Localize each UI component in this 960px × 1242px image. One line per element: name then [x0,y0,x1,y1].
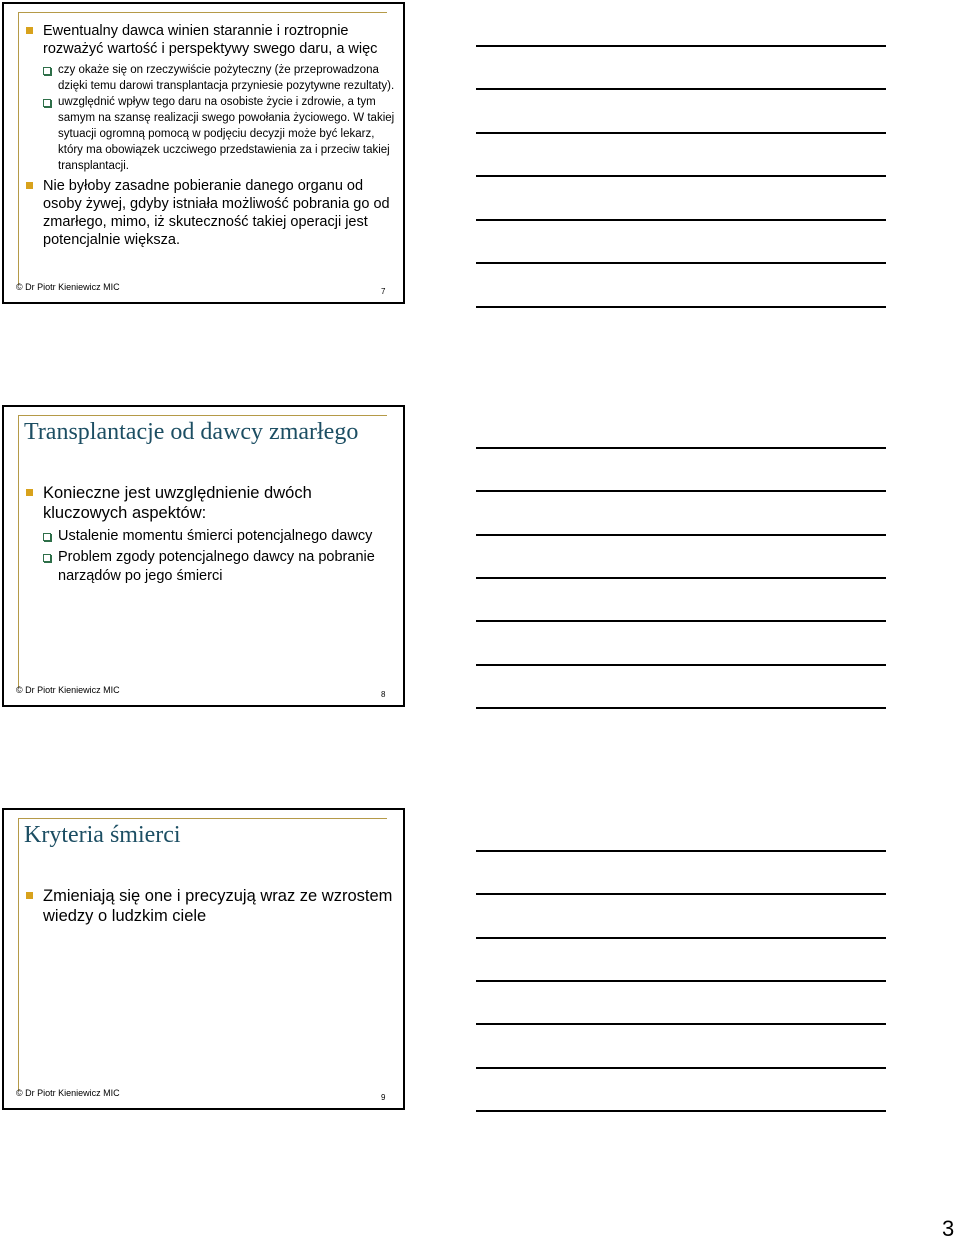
note-line [476,262,886,264]
bullet-text: Nie byłoby zasadne pobieranie danego organu od osoby żywej, gdyby istniała możliwość pobrania go od zmarłego, mimo, iż skuteczność takiej operacji jest potencjalnie większa. [43,178,390,248]
note-line [476,1023,886,1025]
slide-9 [2,808,405,1110]
bullet-text: Ewentualny dawca winien starannie i roztropnie rozważyć wartość i perspektywy swego daru, a więc [43,23,378,57]
note-line [476,620,886,622]
note-line [476,850,886,852]
bullet-item [26,483,395,586]
note-line [476,534,886,536]
note-line [476,88,886,90]
slide-footer-copyright: © Dr Piotr Kieniewicz MIC [16,1088,120,1098]
slide-8 [2,405,405,707]
note-line [476,175,886,177]
slide-bullet-list [26,22,395,249]
slide-footer-copyright: © Dr Piotr Kieniewicz MIC [16,282,120,292]
page-number: 3 [942,1216,955,1241]
note-line [476,219,886,221]
bullet-text: Zmieniają się one i precyzują wraz ze wzrostem wiedzy o ludzkim ciele [43,887,393,925]
note-line [476,937,886,939]
slide-number: 9 [381,1093,386,1102]
note-line [476,1110,886,1112]
slide-frame [18,818,387,1091]
note-line [476,132,886,134]
slide-title: Transplantacje od dawcy zmarłego [24,419,359,445]
note-line [476,447,886,449]
note-line [476,664,886,666]
sub-bullet-item: Problem zgody potencjalnego dawcy na pobranie narządów po jego śmierci [26,548,395,586]
note-line [476,893,886,895]
slide-title: Kryteria śmierci [24,822,181,848]
sub-bullet-item: uwzględnić wpływ tego daru na osobiste życie i zdrowie, a tym samym na szansę realizacji swego powołania życiowego. W takiej sytuacji ogromną pomocą w podjęciu decyzji może być lekarz, który ma obowiązek uczciwego przedstawienia za i przeciw takiej transplantacji. [26,94,395,174]
note-line [476,45,886,47]
sub-bullet-item: czy okaże się on rzeczywiście pożyteczny (że przeprowadzona dzięki temu darowi transplantacja przyniesie pozytywne rezultaty). [26,62,395,94]
slide-number: 7 [381,287,386,296]
bullet-item [26,22,395,174]
note-line [476,490,886,492]
sub-bullet-item: Ustalenie momentu śmierci potencjalnego dawcy [26,527,395,546]
note-line [476,707,886,709]
bullet-item [26,886,395,926]
slide-footer-copyright: © Dr Piotr Kieniewicz MIC [16,685,120,695]
note-line [476,306,886,308]
note-line [476,1067,886,1069]
bullet-text: Konieczne jest uwzględnienie dwóch kluczowych aspektów: [43,484,312,522]
sub-bullet-list [43,62,395,174]
note-line [476,980,886,982]
slide-bullet-list [26,886,395,926]
slide-bullet-list [26,483,395,588]
note-line [476,577,886,579]
slide-number: 8 [381,690,386,699]
slide-7 [2,2,405,304]
sub-bullet-list [43,527,395,586]
bullet-item [26,177,395,249]
